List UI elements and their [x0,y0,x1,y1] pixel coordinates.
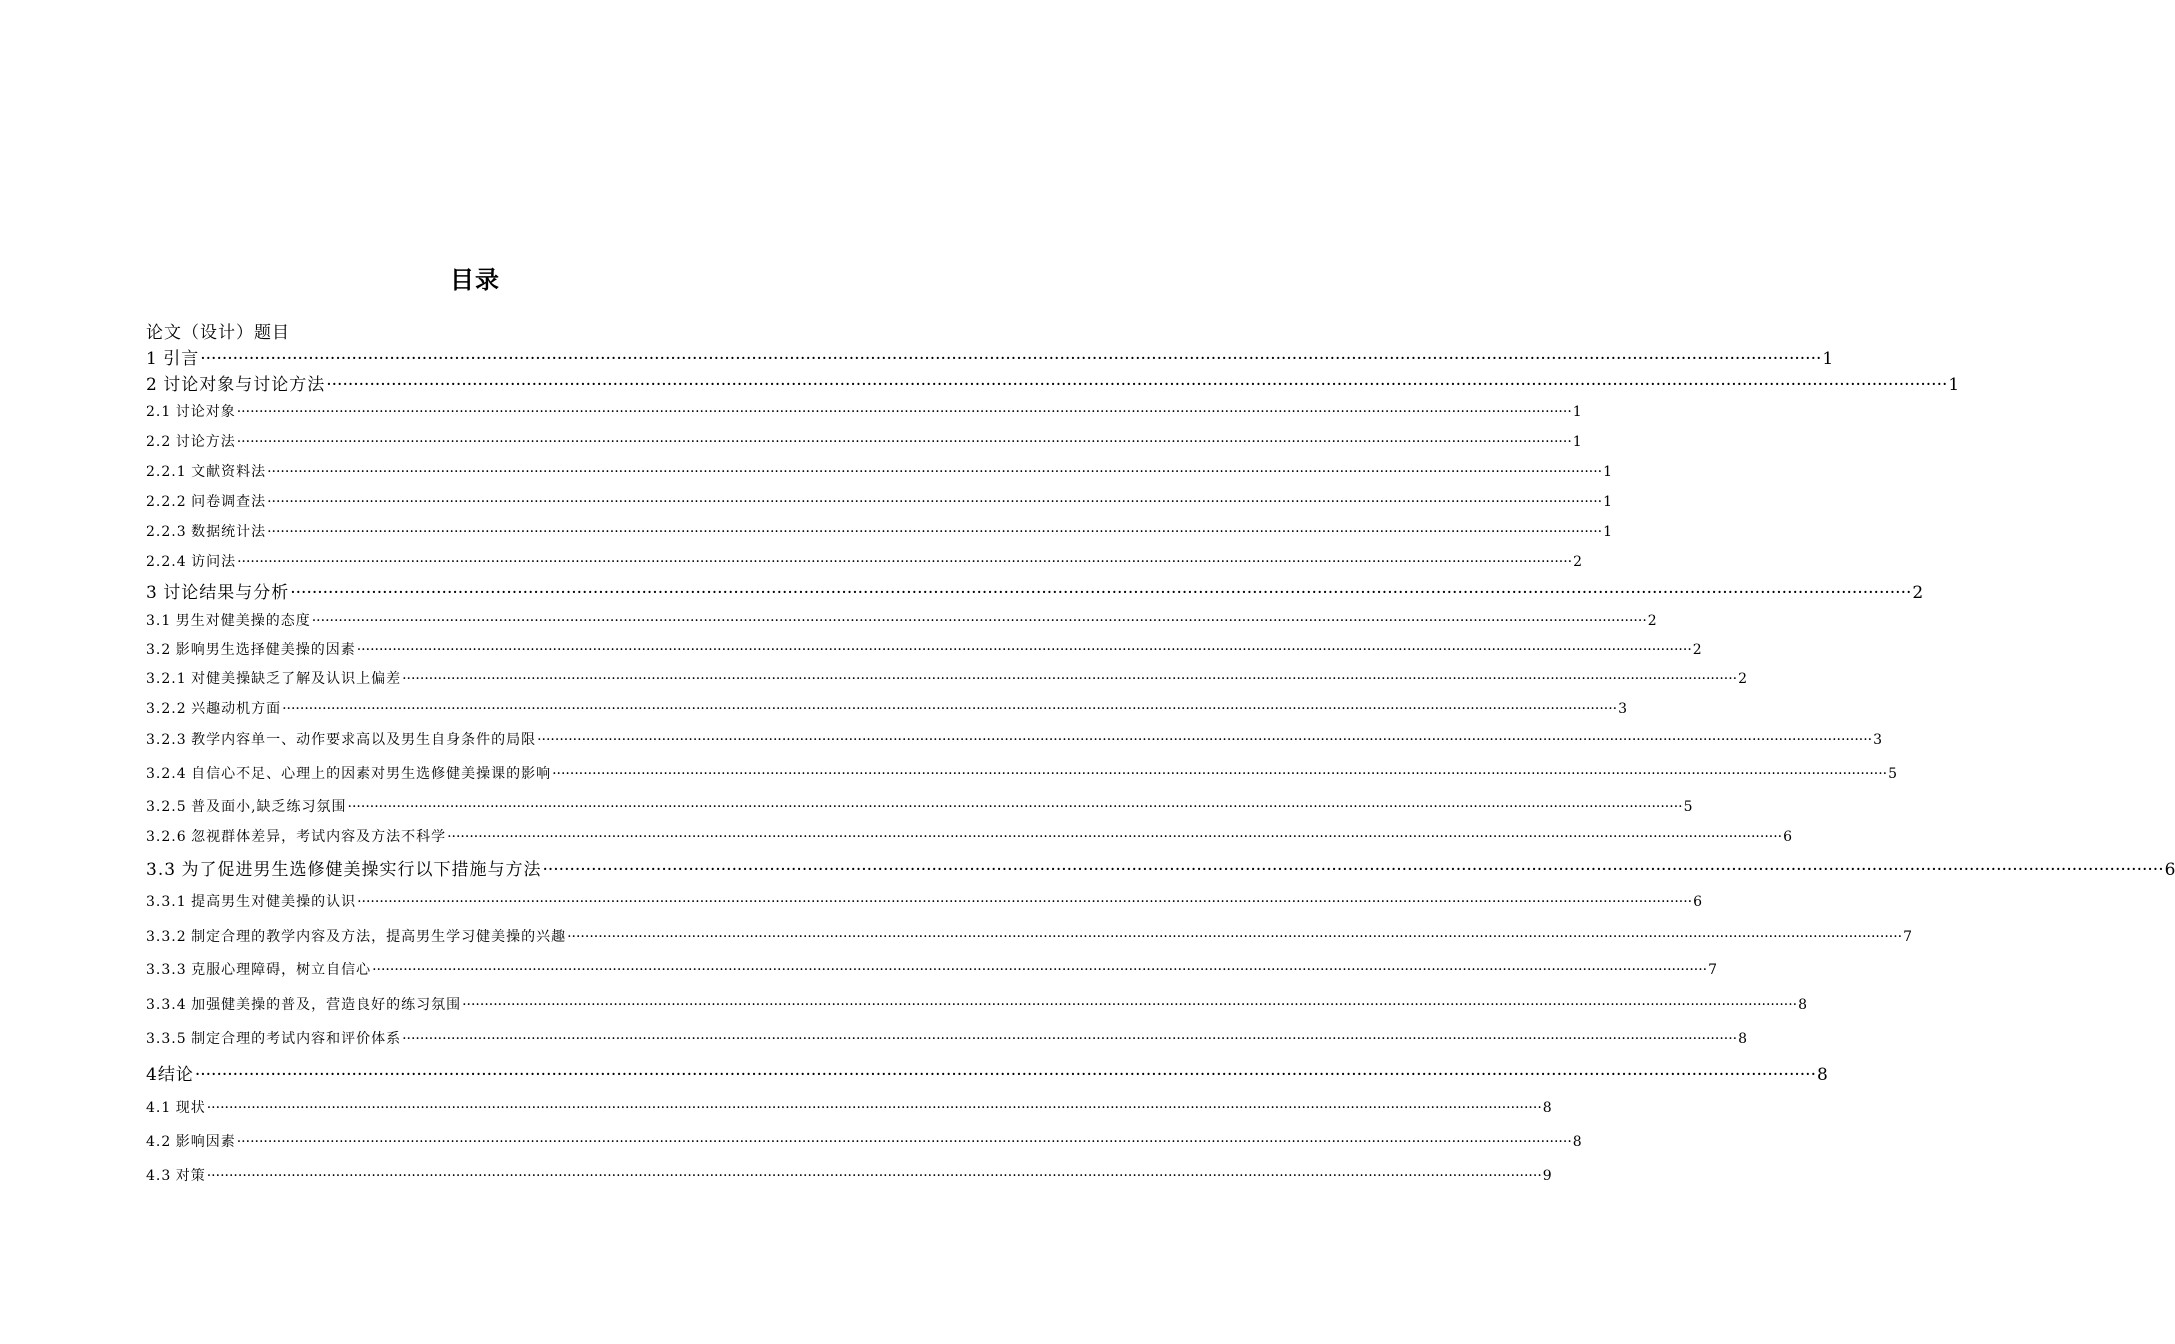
toc-entry[interactable] [146,551,1583,571]
toc-entry-text: 引言 [163,349,200,369]
toc-entry-page: 8 [1798,997,1808,1013]
toc-entry-text: 提高男生对健美操的认识 [191,894,357,910]
toc-entry-page: 2 [1738,671,1748,687]
toc-entry-text: 讨论对象与讨论方法 [163,375,326,395]
toc-entry[interactable] [146,521,1613,541]
toc-entry-text: 克服心理障碍，树立自信心 [191,962,372,978]
toc-entry-number: 2.2.3 [146,524,187,540]
toc-entry-number: 2.2.2 [146,494,187,510]
toc-entry-number: 2 [146,375,158,395]
toc-entry-page: 6 [1693,894,1703,910]
toc-entry-page: 1 [1603,524,1613,540]
toc-entry-number: 3 [146,583,158,603]
toc-leader-dots: ············································································································································································································································································································ [402,671,1738,687]
toc-entry-page: 7 [1708,962,1718,978]
toc-entry-page: 2 [1647,613,1657,629]
toc-entry[interactable] [146,926,1913,946]
toc-entry-number: 3.3.4 [146,997,187,1013]
toc-entry[interactable] [146,344,1834,369]
toc-entry[interactable] [146,1097,1552,1117]
toc-leader-dots: ············································································································································································································································································································ [236,404,1572,420]
toc-entry-text: 为了促进男生选修健美操实行以下措施与方法 [181,860,542,880]
toc-entry[interactable] [146,994,1808,1014]
toc-entry-text: 现状 [175,1100,206,1116]
toc-entry-page: 7 [1903,929,1913,945]
toc-entry-number: 2.2.4 [146,554,187,570]
toc-entry-page: 1 [1603,464,1613,480]
toc-entry-number: 3.2.1 [146,671,187,687]
toc-entry-number: 3.2.5 [146,799,187,815]
toc-entry[interactable] [146,796,1693,816]
toc-entry[interactable] [146,431,1582,451]
toc-entry-text: 兴趣动机方面 [191,701,282,717]
toc-entry-text: 教学内容单一、动作要求高以及男生自身条件的局限 [191,732,537,748]
toc-entry-page: 5 [1888,766,1898,782]
toc-entry-text: 男生对健美操的态度 [175,613,311,629]
toc-leader-dots: ············································································································································································································································································································ [236,1134,1572,1150]
toc-entry[interactable] [146,491,1613,511]
toc-leader-dots: ············································································································································································································································································································ [372,962,1708,978]
toc-entry-number: 1 [146,349,158,369]
toc-entry[interactable] [146,891,1703,911]
toc-entry-number: 2.1 [146,404,172,420]
toc-leader-dots: ············································································································································································································································································································ [567,929,1903,945]
toc-entry-number: 3.1 [146,613,172,629]
toc-entry[interactable] [146,461,1613,481]
toc-entry-page: 3 [1873,732,1883,748]
toc-entry-text: 问卷调查法 [191,494,267,510]
toc-entry[interactable] [146,401,1582,421]
toc-leader-dots: ············································································································································································································································································································ [206,1168,1542,1184]
toc-entry-text: 自信心不足、心理上的因素对男生选修健美操课的影响 [191,766,552,782]
toc-entry-page: 2 [1573,554,1583,570]
toc-entry-text: 讨论对象 [175,404,236,420]
toc-entry[interactable] [146,1131,1582,1151]
toc-entry[interactable] [146,668,1748,688]
toc-entry-text: 制定合理的教学内容及方法，提高男生学习健美操的兴趣 [191,929,567,945]
toc-leader-dots: ············································································································································································································································································································ [237,554,1573,570]
toc-entry[interactable] [146,578,1924,603]
toc-entry[interactable] [146,826,1793,846]
toc-leader-dots: ············································································································································································································································································································ [290,583,1912,603]
toc-entry-number: 3.2.4 [146,766,187,782]
toc-entry-text: 忽视群体差异，考试内容及方法不科学 [191,829,447,845]
toc-entry-page: 2 [1692,642,1702,658]
toc-entry-page: 1 [1948,375,1960,395]
toc-entry-number: 3.3.2 [146,929,187,945]
toc-entry-text: 数据统计法 [191,524,267,540]
toc-entry[interactable] [146,959,1718,979]
toc-entry-text: 制定合理的考试内容和评价体系 [191,1031,402,1047]
toc-entry-number: 3.3.5 [146,1031,187,1047]
toc-entry-number: 4.2 [146,1134,172,1150]
toc-entry-text: 影响男生选择健美操的因素 [175,642,356,658]
toc-entry-number: 3.3.1 [146,894,187,910]
toc-entry[interactable] [146,1028,1748,1048]
toc-entry-page: 8 [1816,1065,1828,1085]
toc-entry-page: 8 [1542,1100,1552,1116]
toc-entry-text: 文献资料法 [191,464,267,480]
toc-entry-page: 9 [1542,1168,1552,1184]
toc-entry[interactable] [146,639,1702,659]
toc-entry[interactable] [146,729,1883,749]
toc-entry[interactable] [146,763,1898,783]
toc-leader-dots: ············································································································································································································································································································ [236,434,1572,450]
toc-entry-text: 访问法 [191,554,237,570]
toc-entry-page: 5 [1683,799,1693,815]
toc-entry-page: 1 [1572,404,1582,420]
toc-entry-text: 对策 [175,1168,206,1184]
toc-leader-dots: ············································································································································································································································································································ [447,829,1783,845]
toc-entry-text: 影响因素 [175,1134,236,1150]
toc-entry-number: 4.1 [146,1100,172,1116]
toc-leader-dots: ············································································································································································································································································································ [347,799,1683,815]
toc-leader-dots: ············································································································································································································································································································ [462,997,1798,1013]
toc-entry-text: 对健美操缺乏了解及认识上偏差 [191,671,402,687]
toc-entry-page: 6 [2164,860,2175,880]
toc-entry[interactable] [146,370,1960,395]
toc-leader-dots: ············································································································································································································································································································ [326,375,1948,395]
toc-entry-number: 3.2.3 [146,732,187,748]
toc-entry-text: 讨论结果与分析 [163,583,290,603]
toc-entry-number: 3.2.6 [146,829,187,845]
toc-entry-number: 2.2.1 [146,464,187,480]
toc-entry-page: 2 [1912,583,1924,603]
toc-entry-number: 3.2.2 [146,701,187,717]
toc-leader-dots: ············································································································································································································································································································ [357,894,1693,910]
toc-entry[interactable] [146,698,1628,718]
toc-entry-number: 3.3.3 [146,962,187,978]
toc-leader-dots: ············································································································································································································································································································ [402,1031,1738,1047]
toc-entry-number: 3.2 [146,642,172,658]
toc-leader-dots: ············································································································································································································································································································ [194,1065,1816,1085]
toc-entry-number: 2.2 [146,434,172,450]
toc-entry-text: 加强健美操的普及，营造良好的练习氛围 [191,997,462,1013]
toc-entry-text: 讨论方法 [175,434,236,450]
toc-leader-dots: ············································································································································································································································································································ [311,613,1647,629]
toc-entry-text: 普及面小,缺乏练习氛围 [191,799,347,815]
toc-entry-page: 1 [1572,434,1582,450]
toc-entry-text: 结论 [157,1065,194,1085]
toc-entry[interactable] [146,855,2175,880]
toc-leader-dots: ············································································································································································································································································································ [542,860,2164,880]
toc-leader-dots: ············································································································································································································································································································ [206,1100,1542,1116]
toc-leader-dots: ············································································································································································································································································································ [552,766,1888,782]
toc-leader-dots: ············································································································································································································································································································ [537,732,1873,748]
toc-entry-page: 3 [1618,701,1628,717]
toc-entry-number: 4.3 [146,1168,172,1184]
toc-entry-page: 6 [1783,829,1793,845]
toc-entry-number: 3.3 [146,860,177,880]
toc-entry-page: 1 [1822,349,1834,369]
toc-leader-dots: ············································································································································································································································································································ [356,642,1692,658]
toc-entry[interactable] [146,1165,1552,1185]
toc-entry-page: 8 [1738,1031,1748,1047]
toc-leader-dots: ············································································································································································································································································································ [282,701,1618,717]
toc-entry-page: 1 [1603,494,1613,510]
toc-leader-dots: ············································································································································································································································································································ [200,349,1822,369]
toc-entry[interactable] [146,1060,1828,1085]
toc-leader-dots: ············································································································································································································································································································ [267,524,1603,540]
page-title: 目录 [450,266,500,294]
toc-leader-dots: ············································································································································································································································································································ [267,494,1603,510]
toc-leader-dots: ············································································································································································································································································································ [267,464,1603,480]
toc-entry[interactable] [146,610,1657,630]
toc-entry-number: 4 [146,1065,158,1085]
thesis-heading: 论文（设计）题目 [146,323,290,343]
toc-entry-page: 8 [1572,1134,1582,1150]
